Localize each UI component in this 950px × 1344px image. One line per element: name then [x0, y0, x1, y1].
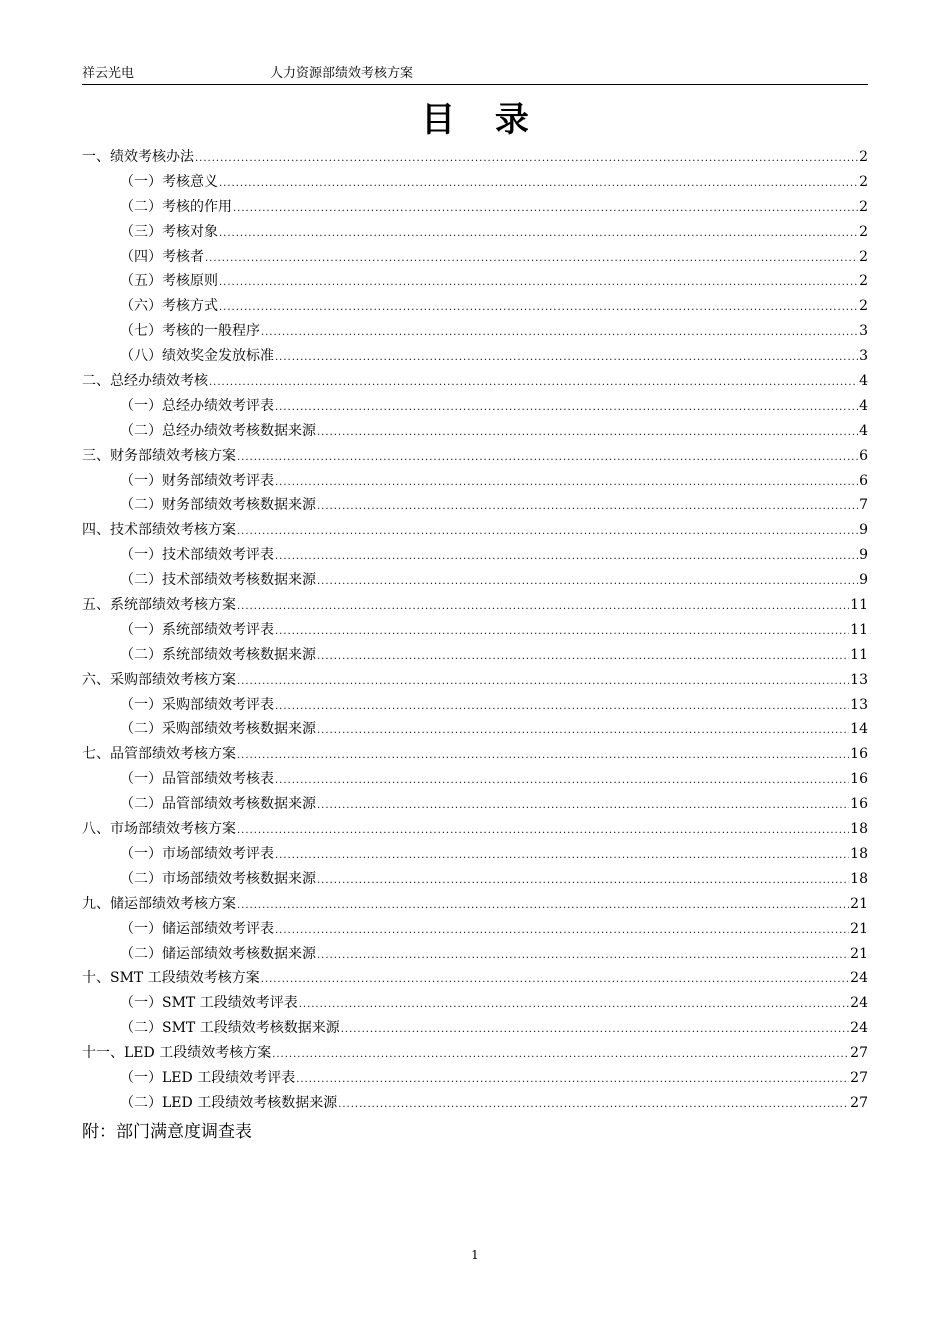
toc-subsection-entry[interactable] [82, 717, 868, 742]
toc-subsection-entry[interactable] [82, 419, 868, 444]
toc-dot-leader [275, 769, 849, 794]
toc-entry-page-number: 2 [859, 149, 868, 165]
toc-entry-label: （五）考核原则 [120, 273, 218, 290]
toc-entry-page-number: 18 [850, 821, 868, 838]
toc-entry-label: （二）采购部绩效考核数据来源 [120, 721, 316, 738]
toc-subsection-entry[interactable] [82, 693, 868, 718]
toc-dot-leader [317, 495, 858, 520]
toc-subsection-entry[interactable] [82, 319, 868, 344]
toc-entry-label: （一）财务部绩效考评表 [120, 472, 274, 489]
toc-dot-leader [219, 172, 858, 197]
toc-entry-label: 一、绩效考核办法 [82, 149, 194, 165]
toc-entry-page-number: 9 [859, 572, 868, 589]
toc-entry-label: （一）市场部绩效考评表 [120, 845, 274, 862]
toc-entry-page-number: 2 [859, 298, 868, 315]
toc-subsection-entry[interactable] [82, 618, 868, 643]
header-document-title: 人力资源部绩效考核方案 [270, 66, 414, 81]
toc-dot-leader [237, 819, 849, 844]
toc-entry-label: （一）采购部绩效考评表 [120, 696, 274, 713]
toc-entry-page-number: 2 [859, 173, 868, 190]
toc-subsection-entry[interactable] [82, 568, 868, 593]
header-company: 祥云光电 [82, 66, 135, 81]
toc-appendix-label: 附：部门满意度调查表 [82, 1121, 252, 1142]
toc-dot-leader [205, 247, 858, 272]
toc-entry-label: （一）总经办绩效考评表 [120, 397, 274, 414]
toc-subsection-entry[interactable] [82, 1091, 868, 1116]
toc-dot-leader [317, 944, 849, 969]
toc-entry-label: （二）LED 工段绩效考核数据来源 [120, 1094, 338, 1111]
toc-section-entry[interactable] [82, 518, 868, 543]
toc-entry-label: （二）市场部绩效考核数据来源 [120, 870, 316, 887]
toc-entry-page-number: 24 [850, 1020, 868, 1037]
toc-entry-label: （一）考核意义 [120, 173, 218, 190]
toc-subsection-entry[interactable] [82, 1016, 868, 1041]
toc-appendix-entry[interactable] [82, 1117, 868, 1147]
toc-dot-leader [317, 869, 849, 894]
toc-dot-leader [237, 595, 849, 620]
toc-subsection-entry[interactable] [82, 942, 868, 967]
toc-entry-page-number: 13 [850, 696, 868, 713]
toc-entry-label: （一）储运部绩效考评表 [120, 920, 274, 937]
toc-entry-page-number: 6 [859, 472, 868, 489]
toc-entry-page-number: 4 [859, 373, 868, 390]
toc-entry-page-number: 21 [850, 920, 868, 937]
toc-title: 目 录 [421, 100, 543, 140]
toc-entry-page-number: 16 [850, 771, 868, 788]
toc-section-entry[interactable] [82, 817, 868, 842]
toc-subsection-entry[interactable] [82, 245, 868, 270]
toc-entry-page-number: 21 [850, 895, 868, 912]
toc-entry-page-number: 3 [859, 348, 868, 365]
toc-dot-leader [275, 545, 858, 570]
toc-subsection-entry[interactable] [82, 543, 868, 568]
toc-subsection-entry[interactable] [82, 493, 868, 518]
toc-subsection-entry[interactable] [82, 469, 868, 494]
toc-section-entry[interactable] [82, 892, 868, 917]
toc-entry-label: 三、财务部绩效考核方案 [82, 447, 236, 464]
toc-subsection-entry[interactable] [82, 294, 868, 319]
toc-dot-leader [317, 570, 858, 595]
toc-entry-label: （三）考核对象 [120, 223, 218, 240]
toc-entry-page-number: 2 [859, 248, 868, 265]
toc-entry-page-number: 9 [859, 522, 868, 539]
toc-dot-leader [317, 794, 849, 819]
toc-subsection-entry[interactable] [82, 867, 868, 892]
toc-entry-label: 六、采购部绩效考核方案 [82, 671, 236, 688]
toc-section-entry[interactable] [82, 1041, 868, 1066]
toc-entry-label: （二）品管部绩效考核数据来源 [120, 796, 316, 813]
toc-section-entry[interactable] [82, 742, 868, 767]
toc-entry-page-number: 16 [850, 746, 868, 763]
toc-entry-label: （二）财务部绩效考核数据来源 [120, 497, 316, 514]
toc-dot-leader [275, 620, 849, 645]
toc-entry-label: （二）技术部绩效考核数据来源 [120, 572, 316, 589]
toc-entry-page-number: 21 [850, 945, 868, 962]
toc-entry-page-number: 27 [850, 1094, 868, 1111]
toc-dot-leader [219, 222, 858, 247]
toc-entry-label: 十、SMT 工段绩效考核方案 [82, 970, 260, 987]
toc-subsection-entry[interactable] [82, 269, 868, 294]
toc-entry-page-number: 24 [850, 995, 868, 1012]
toc-section-entry[interactable] [82, 145, 868, 170]
toc-dot-leader [261, 968, 849, 993]
toc-entry-page-number: 27 [850, 1045, 868, 1062]
toc-entry-label: 二、总经办绩效考核 [82, 373, 208, 390]
toc-subsection-entry[interactable] [82, 394, 868, 419]
toc-entry-page-number: 11 [850, 646, 868, 663]
toc-subsection-entry[interactable] [82, 643, 868, 668]
toc-dot-leader [296, 1068, 849, 1093]
toc-entry-page-number: 13 [850, 671, 868, 688]
toc-dot-leader [341, 1018, 849, 1043]
page-number: 1 [471, 1248, 479, 1262]
toc-entry-label: 四、技术部绩效考核方案 [82, 522, 236, 539]
toc-dot-leader [261, 321, 858, 346]
toc-dot-leader [237, 744, 849, 769]
table-of-contents [82, 145, 868, 1147]
toc-subsection-entry[interactable] [82, 917, 868, 942]
toc-entry-page-number: 2 [859, 273, 868, 290]
toc-entry-label: （一）品管部绩效考核表 [120, 771, 274, 788]
toc-dot-leader [299, 993, 849, 1018]
toc-entry-label: （六）考核方式 [120, 298, 218, 315]
toc-entry-page-number: 4 [859, 397, 868, 414]
toc-dot-leader [219, 271, 858, 296]
toc-dot-leader [219, 296, 858, 321]
toc-entry-label: 七、品管部绩效考核方案 [82, 746, 236, 763]
toc-dot-leader [338, 1093, 849, 1118]
page-header [82, 66, 868, 84]
toc-entry-label: 五、系统部绩效考核方案 [82, 597, 236, 614]
toc-entry-label: （一）技术部绩效考评表 [120, 547, 274, 564]
toc-dot-leader [275, 919, 849, 944]
toc-entry-page-number: 14 [850, 721, 868, 738]
toc-dot-leader [275, 396, 858, 421]
toc-entry-page-number: 6 [859, 447, 868, 464]
toc-dot-leader [237, 446, 858, 471]
toc-subsection-entry[interactable] [82, 767, 868, 792]
toc-dot-leader [195, 147, 858, 172]
toc-dot-leader [233, 197, 858, 222]
toc-dot-leader [209, 371, 858, 396]
toc-subsection-entry[interactable] [82, 344, 868, 369]
toc-entry-label: （二）考核的作用 [120, 198, 232, 215]
toc-entry-page-number: 2 [859, 198, 868, 215]
toc-entry-page-number: 18 [850, 845, 868, 862]
toc-subsection-entry[interactable] [82, 195, 868, 220]
header-rule [82, 84, 868, 85]
toc-dot-leader [275, 695, 849, 720]
toc-entry-label: 九、储运部绩效考核方案 [82, 895, 236, 912]
toc-entry-page-number: 3 [859, 323, 868, 340]
toc-dot-leader [272, 1043, 849, 1068]
toc-subsection-entry[interactable] [82, 1066, 868, 1091]
toc-dot-leader [275, 346, 858, 371]
toc-entry-label: （二）系统部绩效考核数据来源 [120, 646, 316, 663]
toc-section-entry[interactable] [82, 444, 868, 469]
toc-dot-leader [237, 520, 858, 545]
toc-entry-label: （一）系统部绩效考评表 [120, 621, 274, 638]
toc-entry-label: （四）考核者 [120, 248, 204, 265]
toc-dot-leader [237, 670, 849, 695]
toc-entry-page-number: 24 [850, 970, 868, 987]
toc-subsection-entry[interactable] [82, 170, 868, 195]
toc-entry-label: （二）总经办绩效考核数据来源 [120, 422, 316, 439]
toc-entry-page-number: 2 [859, 223, 868, 240]
toc-entry-page-number: 11 [850, 621, 868, 638]
toc-entry-page-number: 27 [850, 1069, 868, 1086]
toc-entry-label: （七）考核的一般程序 [120, 323, 260, 340]
toc-subsection-entry[interactable] [82, 220, 868, 245]
toc-entry-label: 十一、LED 工段绩效考核方案 [82, 1045, 272, 1062]
toc-entry-label: （一）SMT 工段绩效考评表 [120, 995, 298, 1012]
toc-dot-leader [237, 894, 849, 919]
toc-subsection-entry[interactable] [82, 792, 868, 817]
toc-entry-label: 八、市场部绩效考核方案 [82, 821, 236, 838]
toc-entry-page-number: 11 [850, 597, 868, 614]
toc-section-entry[interactable] [82, 668, 868, 693]
toc-dot-leader [317, 719, 849, 744]
toc-entry-page-number: 18 [850, 870, 868, 887]
toc-dot-leader [275, 471, 858, 496]
toc-subsection-entry[interactable] [82, 842, 868, 867]
toc-section-entry[interactable] [82, 966, 868, 991]
toc-section-entry[interactable] [82, 369, 868, 394]
toc-subsection-entry[interactable] [82, 991, 868, 1016]
toc-entry-label: （八）绩效奖金发放标准 [120, 348, 274, 365]
toc-entry-page-number: 9 [859, 547, 868, 564]
toc-dot-leader [317, 645, 849, 670]
toc-entry-label: （二）储运部绩效考核数据来源 [120, 945, 316, 962]
toc-entry-page-number: 7 [859, 497, 868, 514]
toc-entry-page-number: 4 [859, 422, 868, 439]
toc-entry-page-number: 16 [850, 796, 868, 813]
toc-dot-leader [275, 844, 849, 869]
toc-entry-label: （二）SMT 工段绩效考核数据来源 [120, 1020, 340, 1037]
toc-entry-label: （一）LED 工段绩效考评表 [120, 1069, 296, 1086]
toc-section-entry[interactable] [82, 593, 868, 618]
toc-dot-leader [317, 421, 858, 446]
